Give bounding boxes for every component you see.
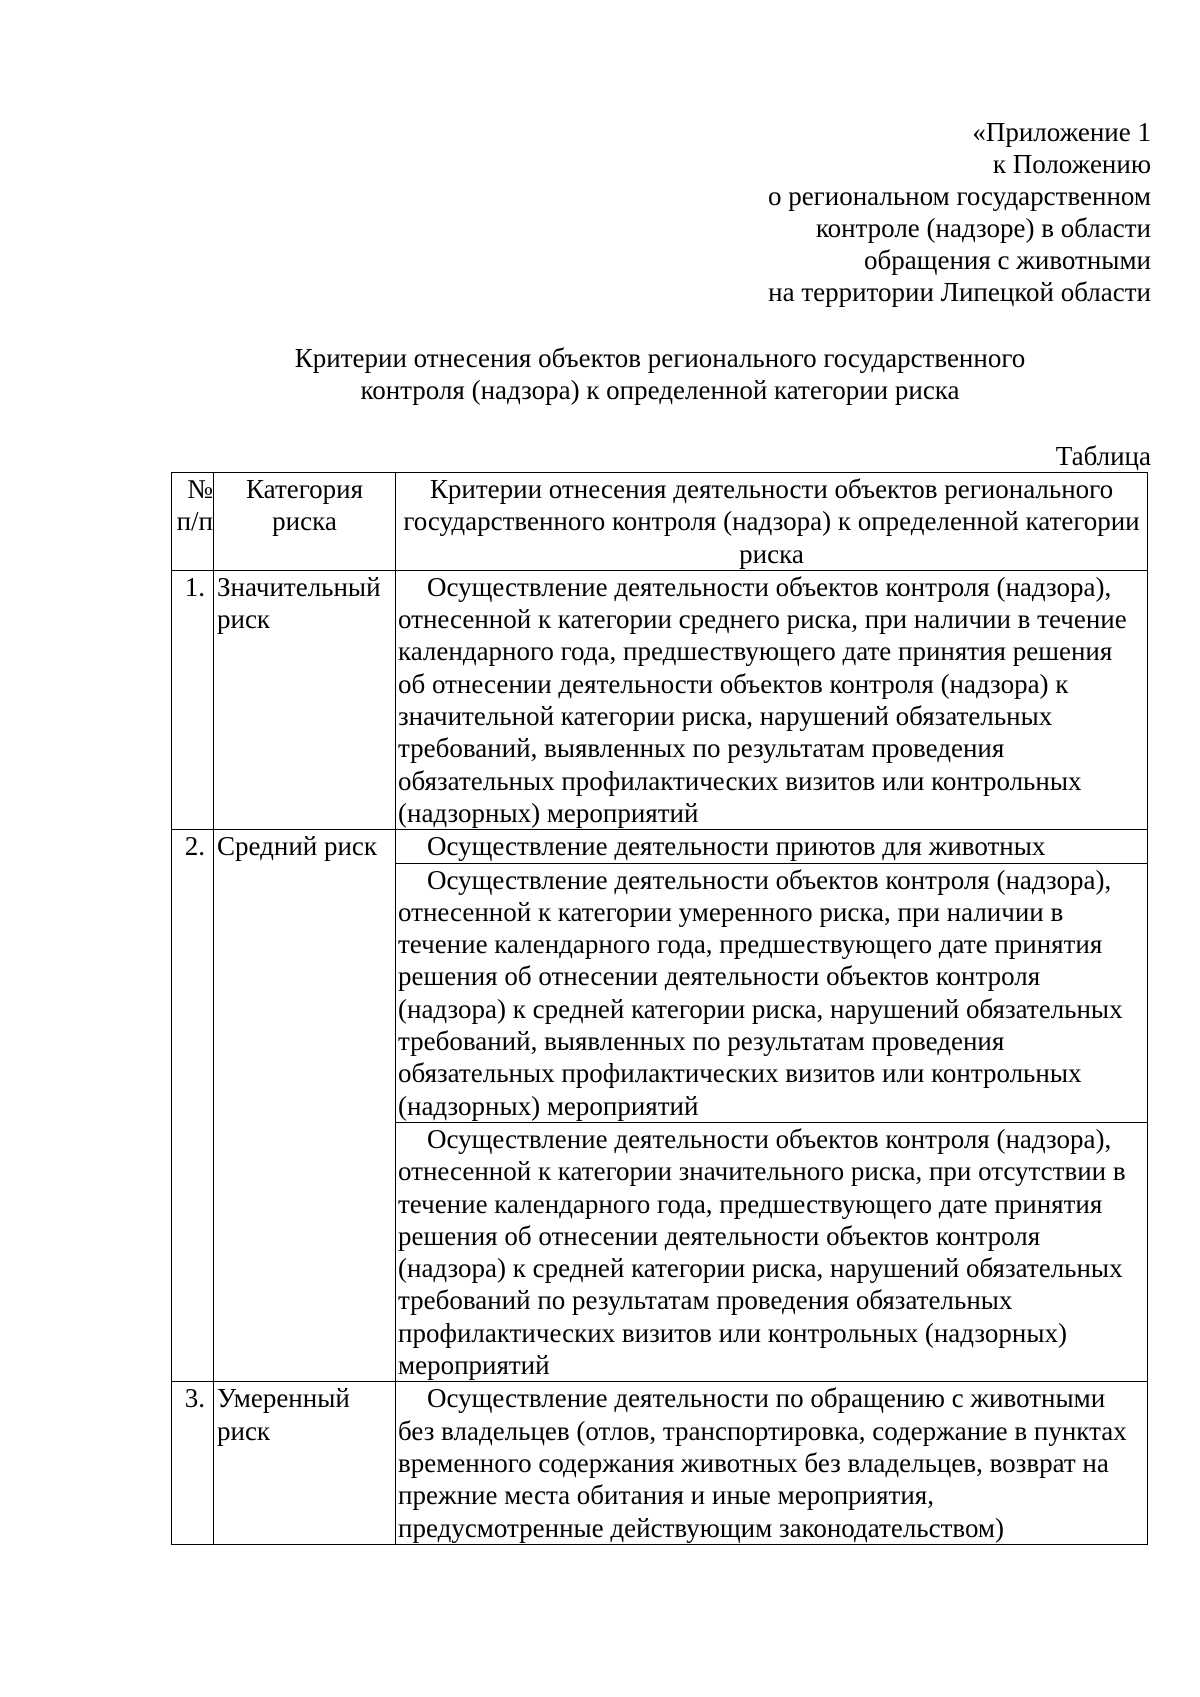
row-number: 2.	[172, 830, 214, 1382]
document-title	[170, 342, 1150, 406]
title-line-2: контроля (надзора) к определенной категории риска	[360, 375, 960, 405]
row-criteria	[396, 830, 1148, 863]
header-criteria: Критерии отнесения деятельности объектов регионального государственного контроля (надзора) к определенной категории риска	[396, 473, 1148, 571]
title-line-1: Критерии отнесения объектов регионального государственного	[294, 343, 1026, 373]
header-number-line-2: п/п	[176, 506, 213, 537]
criteria-text: Осуществление деятельности объектов контроля (надзора), отнесенной к категории значительного риска, при отсутствии в течение календарного года, предшествующего дате принятия решения об отнесении деятельности объектов контроля (надзора) к средней категории риска, нарушений обязательных требований по результатам проведения обязательных профилактических визитов или контрольных (надзорных) мероприятий	[398, 1123, 1126, 1381]
header-category-line-2: риска	[272, 506, 337, 537]
appendix-line: обращения с животными	[863, 245, 1151, 275]
appendix-line: контроле (надзоре) в области	[815, 213, 1151, 243]
risk-criteria-table	[171, 472, 1148, 1545]
row-criteria	[396, 863, 1148, 1122]
criteria-text: Осуществление деятельности объектов контроля (надзора), отнесенной к категории умеренного риска, при наличии в течение календарного года, предшествующего дате принятия решения об отнесении деятельности объектов контроля (надзора) к средней категории риска, нарушений обязательных требований, выявленных по результатам проведения обязательных профилактических визитов или контрольных (надзорных) мероприятий	[398, 864, 1123, 1121]
row-category: Значительный риск	[214, 570, 396, 829]
header-category-line-1: Категория	[246, 474, 363, 504]
row-category: Умеренный риск	[214, 1382, 396, 1544]
row-criteria	[396, 570, 1148, 829]
row-number: 3.	[172, 1382, 214, 1544]
header-number-line-1: №	[187, 474, 213, 504]
appendix-line: «Приложение 1	[972, 117, 1151, 147]
appendix-line: о региональном государственном	[767, 181, 1151, 211]
row-category: Средний риск	[214, 830, 396, 1382]
criteria-text: Осуществление деятельности объектов контроля (надзора), отнесенной к категории среднего риска, при наличии в течение календарного года, предшествующего дате принятия решения об отнесении деятельности объектов контроля (надзора) к значительной категории риска, нарушений обязательных требований, выявленных по результатам проведения обязательных профилактических визитов или контрольных (надзорных) мероприятий	[398, 571, 1127, 828]
table-caption: Таблица	[1055, 441, 1151, 471]
table-row	[172, 570, 1148, 829]
row-criteria	[396, 1382, 1148, 1544]
row-criteria	[396, 1122, 1148, 1381]
appendix-header	[591, 116, 1151, 308]
appendix-line: к Положению	[992, 149, 1151, 179]
appendix-line: на территории Липецкой области	[768, 277, 1151, 307]
criteria-text: Осуществление деятельности по обращению с животными без владельцев (отлов, транспортировка, содержание в пунктах временного содержания животных без владельцев, возврат на прежние места обитания и иные мероприятия, предусмотренные действующим законодательством)	[398, 1383, 1127, 1543]
table-row	[172, 1382, 1148, 1544]
table-row	[172, 830, 1148, 863]
criteria-text: Осуществление деятельности приютов для животных	[427, 831, 1046, 862]
row-number: 1.	[172, 570, 214, 829]
header-category	[214, 473, 396, 571]
table-header-row	[172, 473, 1148, 571]
header-number	[172, 473, 214, 571]
